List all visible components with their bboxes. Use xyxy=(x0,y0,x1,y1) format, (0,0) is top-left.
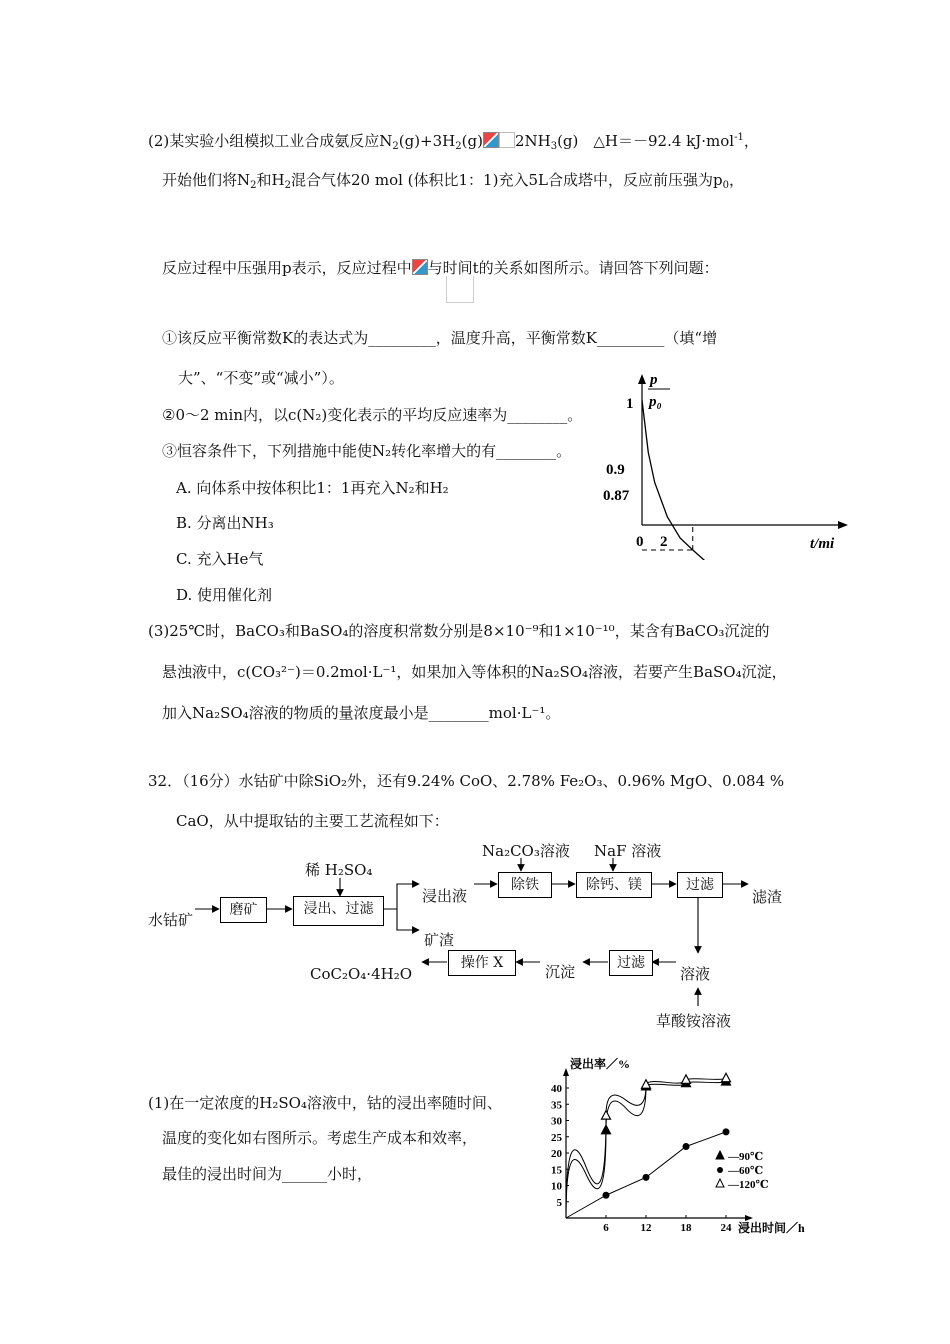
flow-filter2-box: 过滤 xyxy=(609,950,653,976)
q2-line3: 反应过程中压强用p表示，反应过程中 与时间t的关系如图所示。请回答下列问题： xyxy=(162,259,719,277)
lc-series-line-2 xyxy=(566,1078,726,1218)
lc-legend-label: —120℃ xyxy=(728,1179,769,1191)
flow-acid: 稀 H₂SO₄ xyxy=(305,861,373,879)
pchart-y-num: p xyxy=(650,372,658,388)
flow-remove-fe-box: 除铁 xyxy=(498,872,552,898)
lc-ytick-label: 15 xyxy=(551,1164,562,1177)
leaching-rate-chart xyxy=(540,1050,820,1240)
flow-opx-box: 操作 X xyxy=(448,950,516,976)
q2-item1a: ①该反应平衡常数K的表达式为_________，温度升高，平衡常数K_________（填“增 xyxy=(162,329,718,347)
option-b: B. 分离出NH₃ xyxy=(176,514,274,532)
lc-ytick-label: 25 xyxy=(551,1131,562,1144)
q2-item2: ②0～2 min内，以c(N₂)变化表示的平均反应速率为________。 xyxy=(162,406,583,424)
q3-line2: 悬浊液中，c(CO₃²⁻)＝0.2mol·L⁻¹，如果加入等体积的Na₂SO₄溶液，若要产生BaSO₄沉淀， xyxy=(162,663,787,681)
q3-line3: 加入Na₂SO₄溶液的物质的量浓度最小是________mol·L⁻¹。 xyxy=(162,704,561,722)
flow-remove-ca-box: 除钙、镁 xyxy=(576,872,652,898)
flow-precipitate: 沉淀 xyxy=(545,963,576,981)
lc-point xyxy=(643,1174,650,1181)
option-d: D. 使用催化剂 xyxy=(176,586,273,604)
lc-xtick-label: 12 xyxy=(640,1222,652,1234)
flow-ore: 水钴矿 xyxy=(148,911,194,929)
lc-series-line-0 xyxy=(566,1082,726,1219)
lc-point xyxy=(642,1080,651,1089)
lc-ytick-label: 5 xyxy=(556,1196,562,1209)
q2-item3: ③恒容条件下，下列措施中能使N₂转化率增大的有________。 xyxy=(162,442,572,460)
q32-sub1-b: 温度的变化如右图所示。考虑生产成本和效率， xyxy=(162,1129,478,1147)
pchart-xtick-2: 2 xyxy=(660,534,668,550)
q32-sub1-a: (1)在一定浓度的H₂SO₄溶液中，钴的浸出率随时间、 xyxy=(148,1094,502,1112)
pchart-ytick-09: 0.9 xyxy=(606,462,625,478)
lc-legend-marker xyxy=(716,1179,724,1187)
option-a: A. 向体系中按体积比1：1再充入N₂和H₂ xyxy=(176,479,449,497)
q32-line1: 32．（16分）水钴矿中除SiO₂外，还有9.24% CoO、2.78% Fe₂O₃、0.96% MgO、0.084 % xyxy=(148,772,785,790)
option-c: C. 充入He气 xyxy=(176,550,264,568)
q32-sub1-c: 最佳的浸出时间为______小时， xyxy=(162,1165,373,1183)
flow-filter1-box: 过滤 xyxy=(677,872,723,898)
lc-ytick-label: 30 xyxy=(551,1115,562,1128)
lc-ylabel: 浸出率／% xyxy=(570,1057,631,1071)
flow-na2co3: Na₂CO₃溶液 xyxy=(482,842,570,860)
lc-xtick-label: 24 xyxy=(720,1222,732,1234)
flow-naf: NaF 溶液 xyxy=(594,842,662,860)
q2-item1b: 大”、“不变”或“减小”）。 xyxy=(178,369,344,387)
flow-leach-box: 浸出、过滤 xyxy=(293,896,384,926)
lc-point xyxy=(683,1143,690,1150)
q2-line1: (2)某实验小组模拟工业合成氨反应$N_2(g)+3H_2(g)$ $2NH_3(g)$ △H＝－92.4 kJ·mol$^{-1}$， xyxy=(148,132,759,152)
q3-line1: (3)25℃时，BaCO₃和BaSO₄的溶度积常数分别是8×10⁻⁹和1×10⁻¹⁰，某含有BaCO₃沉淀的 xyxy=(148,622,770,640)
lc-ytick-label: 20 xyxy=(551,1148,562,1160)
lc-point xyxy=(723,1128,730,1135)
lc-point xyxy=(722,1073,731,1082)
pchart-ytick-087: 0.87 xyxy=(603,488,630,504)
flow-oxalate: 草酸铵溶液 xyxy=(656,1012,732,1030)
q32-line2: CaO，从中提取钴的主要工艺流程如下： xyxy=(176,812,449,830)
lc-point xyxy=(603,1192,610,1199)
lc-xtick-label: 18 xyxy=(680,1222,692,1234)
lc-legend-label: —60℃ xyxy=(728,1165,764,1177)
pchart-x-label: t/mi xyxy=(810,536,835,552)
flow-leachate: 浸出液 xyxy=(422,887,468,905)
lc-point xyxy=(602,1111,611,1120)
flow-residue: 矿渣 xyxy=(424,931,455,949)
pchart-y-den: p₀ xyxy=(649,394,662,410)
lc-xlabel: 浸出时间／h xyxy=(738,1221,805,1235)
flow-solution: 溶液 xyxy=(680,965,711,983)
lc-legend-label: —90℃ xyxy=(728,1151,764,1163)
pchart-ytick-1: 1 xyxy=(626,396,634,412)
lc-ytick-label: 35 xyxy=(551,1099,562,1112)
lc-ytick-label: 10 xyxy=(551,1180,562,1193)
lc-xtick-label: 6 xyxy=(603,1222,609,1234)
q2-line2: 开始他们将$N_2$和$H_2$混合气体20 mol (体积比1：1)充入5L合成塔中，反应前压强为$p_0$， xyxy=(162,171,744,191)
flow-slag: 滤渣 xyxy=(752,888,783,906)
lc-legend-marker xyxy=(716,1151,724,1159)
flow-grind-box: 磨矿 xyxy=(220,897,267,923)
flow-product: CoC₂O₄·4H₂O xyxy=(310,965,413,983)
lc-legend-marker xyxy=(717,1167,723,1173)
lc-ytick-label: 40 xyxy=(551,1083,562,1095)
pchart-xtick-0: 0 xyxy=(636,534,644,550)
